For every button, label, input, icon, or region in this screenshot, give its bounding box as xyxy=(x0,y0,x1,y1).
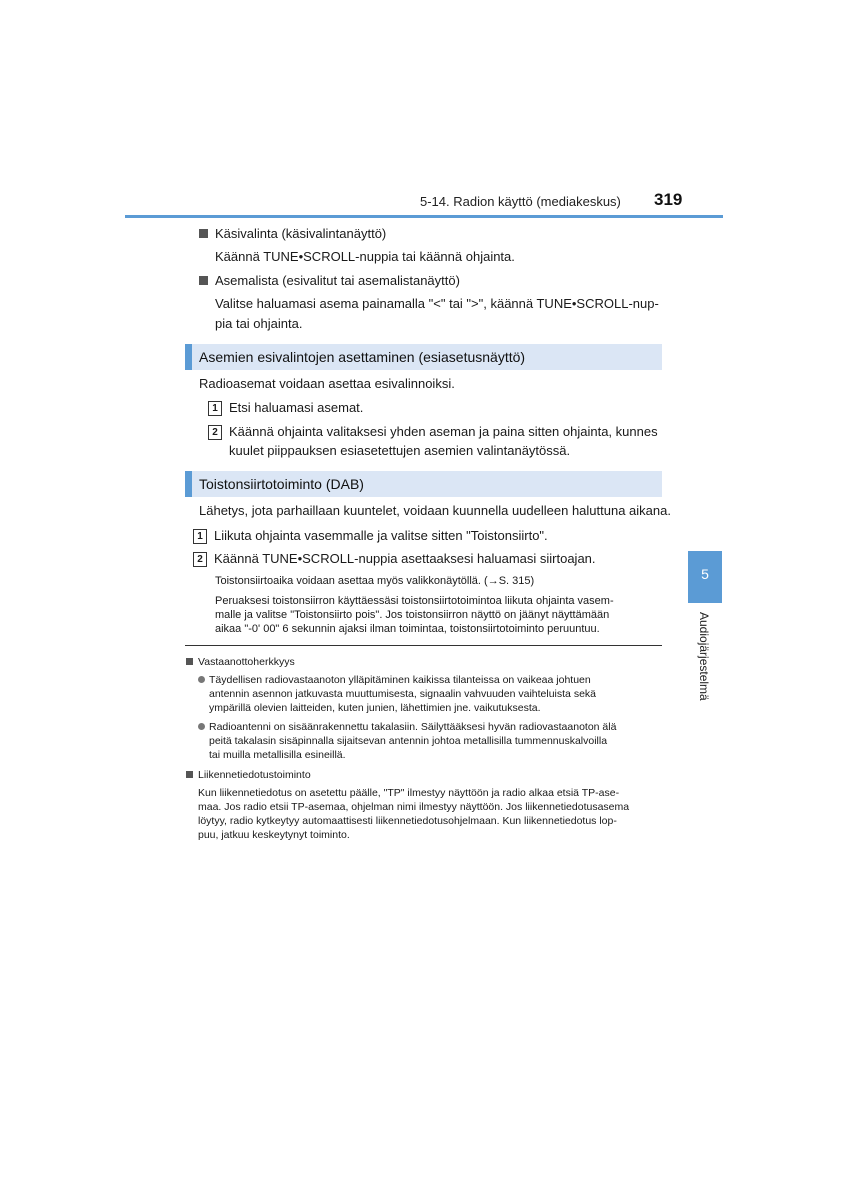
reception-bullet-2-line-1 xyxy=(198,720,616,734)
timeshift-note-2-line-2: malle ja valitse "Toistonsiirto pois". Jos toistonsiirron näyttö on jäänyt näyttämään xyxy=(215,609,610,621)
traffic-line-4: puu, jatkuu keskeytynyt toiminto. xyxy=(198,829,350,841)
chapter-tab xyxy=(688,551,722,603)
manual-tuning-text: Käännä TUNE•SCROLL-nuppia tai käännä ohjainta. xyxy=(215,249,515,264)
reception-bullet-2-line-2: peitä takalasin sisäpinnalla sijaitsevan antennin johtoa metallisilla tummennuskalvoilla xyxy=(209,735,608,747)
preset-intro: Radioasemat voidaan asettaa esivalinnoiksi. xyxy=(199,376,455,391)
preset-step-2-text: Käännä ohjainta valitaksesi yhden aseman ja paina sitten ohjainta, kunnes xyxy=(229,424,658,439)
station-list-heading-text: Asemalista (esivalitut tai asemalistanäyttö) xyxy=(215,273,460,288)
chapter-number: 5 xyxy=(701,566,709,582)
manual-tuning-heading xyxy=(199,225,386,243)
page-number: 319 xyxy=(654,190,683,209)
header-rule xyxy=(125,215,723,218)
traffic-line-3: löytyy, radio kytkeytyy automaattisesti liikennetiedotusohjelmaan. Kun liikennetiedotus lop- xyxy=(198,815,617,827)
timeshift-step-2 xyxy=(193,550,596,568)
timeshift-step-2-text: Käännä TUNE•SCROLL-nuppia asettaaksesi haluamasi siirtoajan. xyxy=(214,551,596,566)
timeshift-intro: Lähetys, jota parhaillaan kuuntelet, voidaan kuunnella uudelleen haluttuna aikana. xyxy=(199,503,671,518)
preset-section-band xyxy=(185,344,662,370)
preset-step-1 xyxy=(208,399,363,417)
timeshift-step-1 xyxy=(193,527,548,545)
section-title: 5-14. Radion käyttö (mediakeskus) xyxy=(420,194,621,209)
reception-heading xyxy=(186,655,295,669)
square-bullet-icon xyxy=(186,771,193,778)
step-number-box: 1 xyxy=(193,529,207,544)
step-number-box: 1 xyxy=(208,401,222,416)
reception-bullet-1-line-1 xyxy=(198,673,591,687)
round-bullet-icon xyxy=(198,723,205,730)
preset-step-2-cont: kuulet piippauksen esiasetettujen asemien valintanäytössä. xyxy=(229,443,571,458)
preset-step-1-text: Etsi haluamasi asemat. xyxy=(229,400,364,415)
traffic-heading-text: Liikennetiedotustoiminto xyxy=(198,769,311,781)
round-bullet-icon xyxy=(198,676,205,683)
square-bullet-icon xyxy=(199,229,208,238)
square-bullet-icon xyxy=(186,658,193,665)
timeshift-note-2-line-1: Peruaksesi toistonsiirron käyttäessäsi toistonsiirtotoimintoa liikuta ohjainta vasem- xyxy=(215,595,614,607)
timeshift-section-title: Toistonsiirtotoiminto (DAB) xyxy=(199,476,364,492)
reception-bullet-1-line-2: antennin asennon jatkuvasta muuttumisesta, signaalin vahvuuden vaihteluista sekä xyxy=(209,688,596,700)
timeshift-step-1-text: Liikuta ohjainta vasemmalle ja valitse sitten "Toistonsiirto". xyxy=(214,528,548,543)
section-divider xyxy=(185,645,662,646)
manual-tuning-heading-text: Käsivalinta (käsivalintanäyttö) xyxy=(215,226,387,241)
timeshift-note-1: Toistonsiirtoaika voidaan asettaa myös valikkonäytöllä. (→S. 315) xyxy=(215,575,535,587)
station-list-text-1: Valitse haluamasi asema painamalla "<" tai ">", käännä TUNE•SCROLL-nup- xyxy=(215,296,659,311)
timeshift-section-band xyxy=(185,471,662,497)
timeshift-note-2-line-3: aikaa "-0' 00" 6 sekunnin ajaksi ilman toimintaa, toistonsiirtotoiminto peruuntuu. xyxy=(215,623,600,635)
reception-bullet-2-text: Radioantenni on sisäänrakennettu takalasiin. Säilyttääksesi hyvän radiovastaanoton älä xyxy=(209,721,617,733)
preset-section-title: Asemien esivalintojen asettaminen (esiasetusnäyttö) xyxy=(199,349,526,365)
traffic-heading xyxy=(186,768,311,782)
reception-bullet-1-text: Täydellisen radiovastaanoton ylläpitäminen kaikissa tilanteissa on vaikeaa johtuen xyxy=(209,674,591,686)
square-bullet-icon xyxy=(199,276,208,285)
reception-bullet-1-line-3: ympärillä olevien laitteiden, kuten junien, lähettimien jne. vaikutuksesta. xyxy=(209,702,541,714)
reception-heading-text: Vastaanottoherkkyys xyxy=(198,656,295,668)
traffic-line-1: Kun liikennetiedotus on asetettu päälle, "TP" ilmestyy näyttöön ja radio alkaa etsiä TP-ase- xyxy=(198,787,620,799)
station-list-heading xyxy=(199,272,460,290)
step-number-box: 2 xyxy=(193,552,207,567)
reception-bullet-2-line-3: tai muilla metallisilla esineillä. xyxy=(209,749,346,761)
preset-step-2 xyxy=(208,423,658,441)
chapter-label-text: Audiojärjestelmä xyxy=(697,612,711,701)
station-list-text-2: pia tai ohjainta. xyxy=(215,316,303,331)
step-number-box: 2 xyxy=(208,425,222,440)
chapter-label xyxy=(688,612,722,722)
traffic-line-2: maa. Jos radio etsii TP-asemaa, ohjelman nimi ilmestyy näyttöön. Jos liikennetiedotusasema xyxy=(198,801,630,813)
